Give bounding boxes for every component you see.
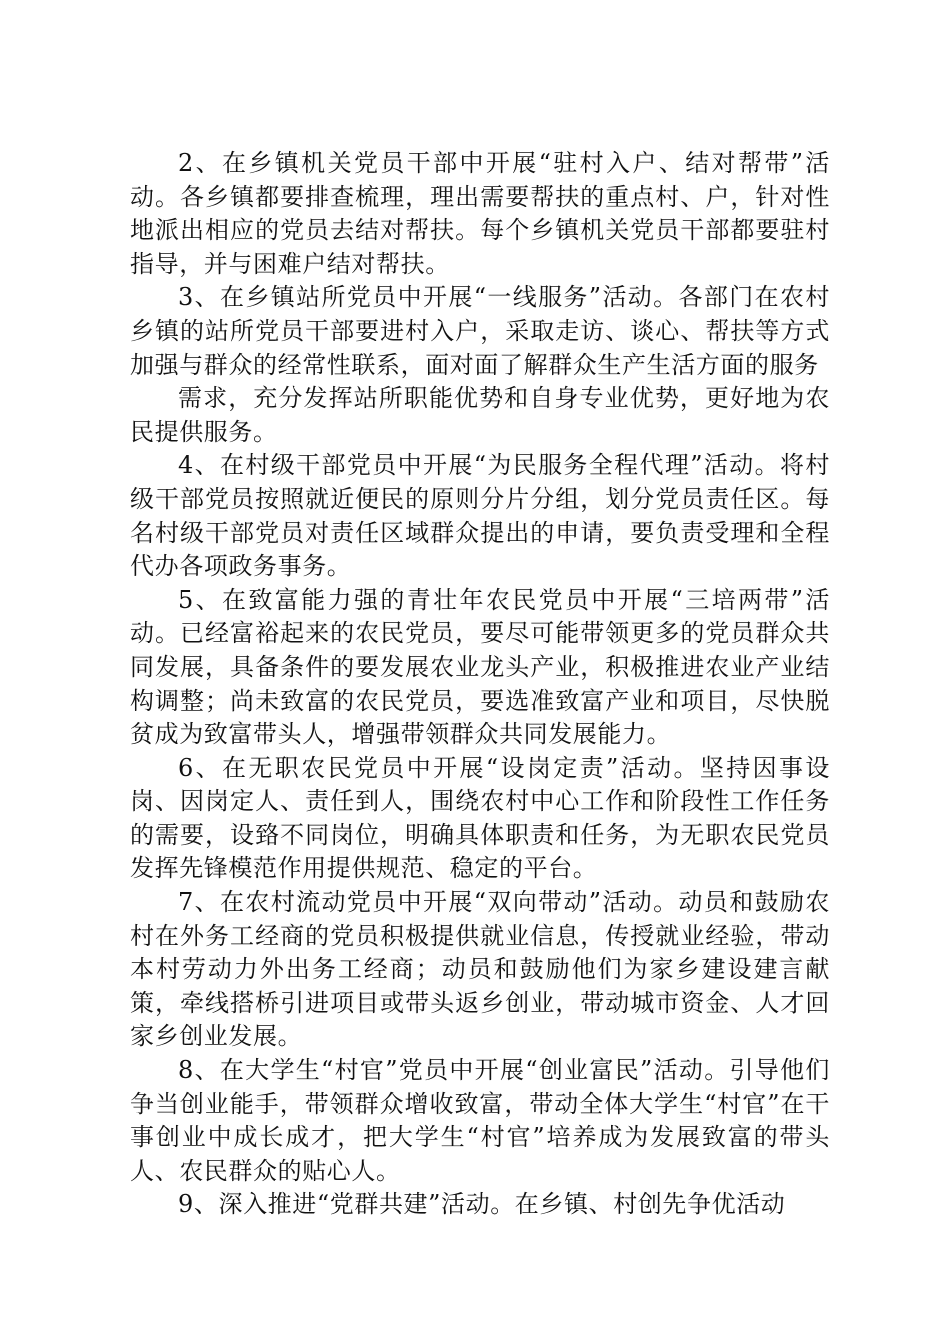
paragraph-3-continued: 需求，充分发挥站所职能优势和自身专业优势，更好地为农民提供服务。 — [130, 384, 830, 446]
paragraph-8: 8、在大学生“村官”党员中开展“创业富民”活动。引导他们争当创业能手，带领群众增收致富，带动全体大学生“村官”在干事创业中成长成才，把大学生“村官”培养成为发展致富的带头人、农民群众的贴心人。 — [130, 1056, 830, 1185]
paragraph-7: 7、在农村流动党员中开展“双向带动”活动。动员和鼓励农村在外务工经商的党员积极提供就业信息，传授就业经验，带动本村劳动力外出务工经商；动员和鼓励他们为家乡建设建言献策，牵线搭桥引进项目或带头返乡创业，带动城市资金、人才回家乡创业发展。 — [130, 888, 830, 1051]
paragraph-4: 4、在村级干部党员中开展“为民服务全程代理”活动。将村级干部党员按照就近便民的原则分片分组，划分党员责任区。每名村级干部党员对责任区域群众提出的申请，要负责受理和全程代办各项政务事务。 — [130, 451, 830, 581]
document-body — [130, 147, 830, 1222]
paragraph-2: 2、在乡镇机关党员干部中开展“驻村入户、结对帮带”活动。各乡镇都要排查梳理，理出需要帮扶的重点村、户，针对性地派出相应的党员去结对帮扶。每个乡镇机关党员干部都要驻村指导，并与困难户结对帮扶。 — [130, 149, 830, 278]
paragraph-3: 3、在乡镇站所党员中开展“一线服务”活动。各部门在农村乡镇的站所党员干部要进村入户，采取走访、谈心、帮扶等方式加强与群众的经常性联系，面对面了解群众生产生活方面的服务 — [130, 283, 830, 379]
paragraph-6: 6、在无职农民党员中开展“设岗定责”活动。坚持因事设岗、因岗定人、责任到人，围绕农村中心工作和阶段性工作任务的需要，设臵不同岗位，明确具体职责和任务，为无职农民党员发挥先锋模范作用提供规范、稳定的平台。 — [130, 753, 830, 883]
paragraph-9: 9、深入推进“党群共建”活动。在乡镇、村创先争优活动 — [178, 1190, 786, 1219]
paragraph-5: 5、在致富能力强的青壮年农民党员中开展“三培两带”活动。已经富裕起来的农民党员，要尽可能带领更多的党员群众共同发展，具备条件的要发展农业龙头产业，积极推进农业产业结构调整；尚未致富的农民党员，要选准致富产业和项目，尽快脱贫成为致富带头人，增强带领群众共同发展能力。 — [130, 585, 830, 749]
